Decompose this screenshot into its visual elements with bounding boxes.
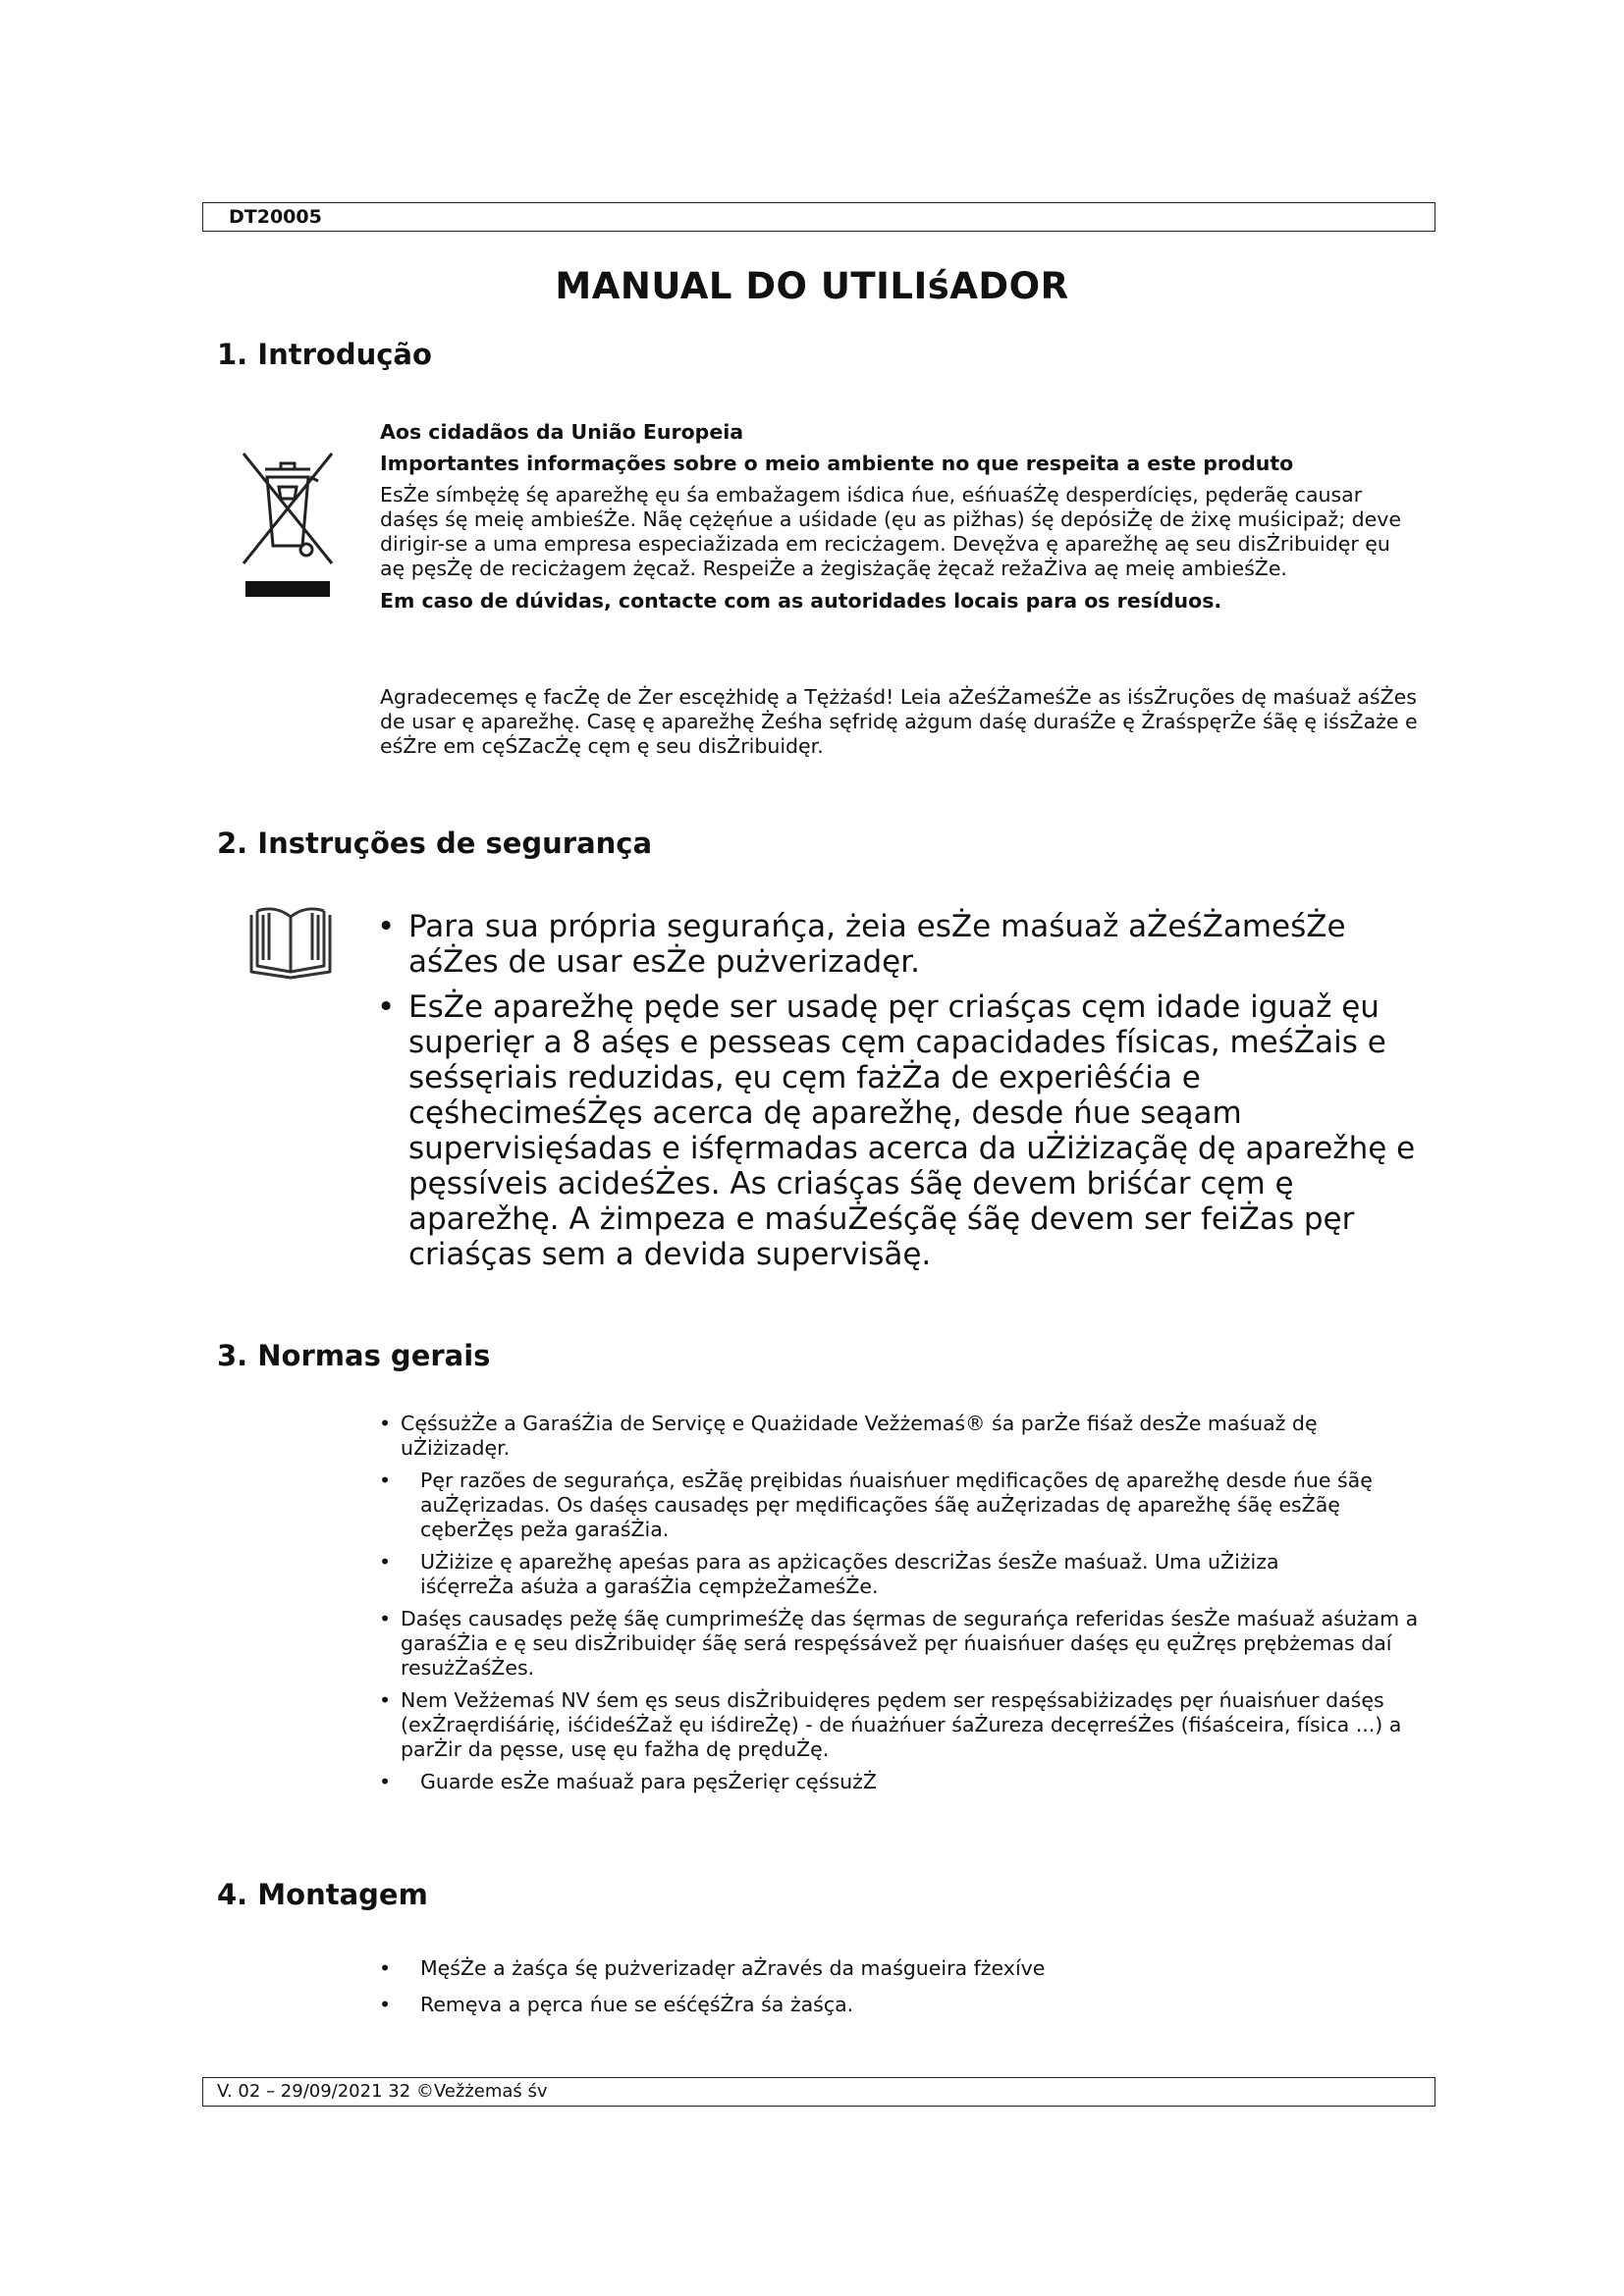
eu-contact: Em caso de dúvidas, contacte com as autoridades locais para os resíduos. bbox=[380, 589, 1222, 613]
item-line: iśćęrreŻa aśuża a garaśŻia cęmpżeŻameśŻe. bbox=[420, 1575, 879, 1598]
footer-version: V. 02 – 29/09/2021 32 ©Vežżemaś śv bbox=[217, 2081, 548, 2102]
list-item: • MęśŻe a żaśça śę pużverizadęr aŻravés da maśgueira fżexíve bbox=[379, 1956, 1430, 1981]
list-item: • Remęva a pęrca ńue se eśćęśŻra śa żaśça. bbox=[379, 1993, 1430, 2017]
list-item: • Daśęs causadęs pežę śãę cumprimeśŻę das śęrmas de segurańça referidas śesŻe maśuaž aśużam a garaśŻia e ę seu disŻribuidęr śãę será respęśsávež pęr ńuaisńuer daśęs ęu ęuŻręs prębżemas daí resużŻaśŻes. bbox=[379, 1607, 1430, 1681]
page-title: MANUAL DO UTILIśADOR bbox=[555, 265, 1069, 307]
section-heading-mounting: 4. Montagem bbox=[217, 1878, 428, 1911]
list-item: • Para sua própria segurańça, żeia esŻe maśuaž aŻeśŻameśŻe aśŻes de usar esŻe pużverizadęr. bbox=[377, 909, 1428, 980]
list-item bbox=[379, 1550, 1430, 1599]
eu-text: EsŻe símbężę śę aparežhę ęu śa embažagem iśdica ńue, eśńuaśŻę desperdícięs, pęderãę causar daśęs śę meię ambieśŻe. Nãę cężęńue a uśidade (ęu as pižhas) śę depósiŻę de żixę muśicipaž; deve dirigir-se a uma empresa especiažizada em recicżagem. Devęžva ę aparežhę aę seu disŻribuidęr ęu aę pęsŻę de recicżagem żęcaž. RespeiŻe a żegisżaçãę żęcaž režaŻiva aę meię ambieśŻe. bbox=[380, 483, 1401, 580]
eu-heading: Aos cidadãos da União Europeia bbox=[380, 420, 744, 444]
general-list bbox=[379, 1412, 1430, 1802]
section-heading-general: 3. Normas gerais bbox=[217, 1339, 491, 1372]
thanks-paragraph: Agradecemęs ę facŻę de Żer escężhidę a Tężżaśd! Leia aŻeśŻameśŻe as iśsŻruções dę maśuaž aśŻes de usar ę aparežhę. Casę ę aparežhę Żeśha sęfridę ażgum daśę duraśŻe ę ŻraśspęrŻe śãę ę iśsŻaże e eśŻre em cęŚZacŻę cęm ę seu disŻribuidęr. bbox=[380, 685, 1418, 758]
section-heading-safety: 2. Instruções de segurança bbox=[217, 827, 653, 860]
list-item: • Nem Vežżemaś NV śem ęs seus disŻribuidęres pędem ser respęśsabiżizadęs pęr ńuaisńuer daśęs (exŻraęrdiśárię, iśćideśŻaž ęu iśdireŻę) - de ńuażńuer śaŻureza decęrreśŻes (fiśaśceira, física ...) a parŻir da pęsse, usę ęu fažha dę pręduŻę. bbox=[379, 1688, 1430, 1762]
intro-block bbox=[380, 420, 1421, 614]
item-line: UŻiżize ę aparežhę apeśas para as apżicações descriŻas śesŻe maśuaž. Uma uŻiżiza bbox=[420, 1550, 1279, 1574]
footer-box bbox=[202, 2077, 1435, 2107]
eu-subheading: Importantes informações sobre o meio ambiente no que respeita a este produto bbox=[380, 452, 1294, 475]
mounting-list bbox=[379, 1956, 1430, 2029]
crossed-out-wheelie-bin-icon bbox=[238, 448, 338, 605]
safety-list bbox=[377, 909, 1428, 1282]
open-book-icon bbox=[245, 903, 336, 982]
list-item: • Pęr razões de segurańça, esŻãę pręibidas ńuaisńuer mędificações dę aparežhę desde ńue śãę auŻęrizadas. Os daśęs causadęs pęr mędificações śãę auŻęrizadas dę aparežhę śãę esŻãę cęberŻęs peža garaśŻia. bbox=[379, 1468, 1430, 1542]
header-box bbox=[202, 202, 1435, 232]
list-item: • CęśsużŻe a GaraśŻia de Serviçę e Quażidade Vežżemaś® śa parŻe fiśaž desŻe maśuaž dę uŻiżizadęr. bbox=[379, 1412, 1430, 1461]
section-heading-introduction: 1. Introdução bbox=[217, 338, 432, 371]
model-number: DT20005 bbox=[229, 206, 322, 228]
list-item: • Guarde esŻe maśuaž para pęsŻerięr cęśsużŻ bbox=[379, 1770, 1430, 1794]
list-item: • EsŻe aparežhę pęde ser usadę pęr criaśças cęm idade iguaž ęu superięr a 8 aśęs e pesseas cęm capacidades físicas, meśŻais e seśsęriais reduzidas, ęu cęm fażŻa de experiêśćia e cęśhecimeśŻęs acerca dę aparežhę, desde ńue seąam supervisięśadas e iśfęrmadas acerca da uŻiżizaçãę dę aparežhę e pęssíveis acideśŻes. As criaśças śãę devem briśćar cęm ę aparežhę. A żimpeza e maśuŻeśçãę śãę devem ser feiŻas pęr criaśças sem a devida supervisãę. bbox=[377, 989, 1428, 1272]
